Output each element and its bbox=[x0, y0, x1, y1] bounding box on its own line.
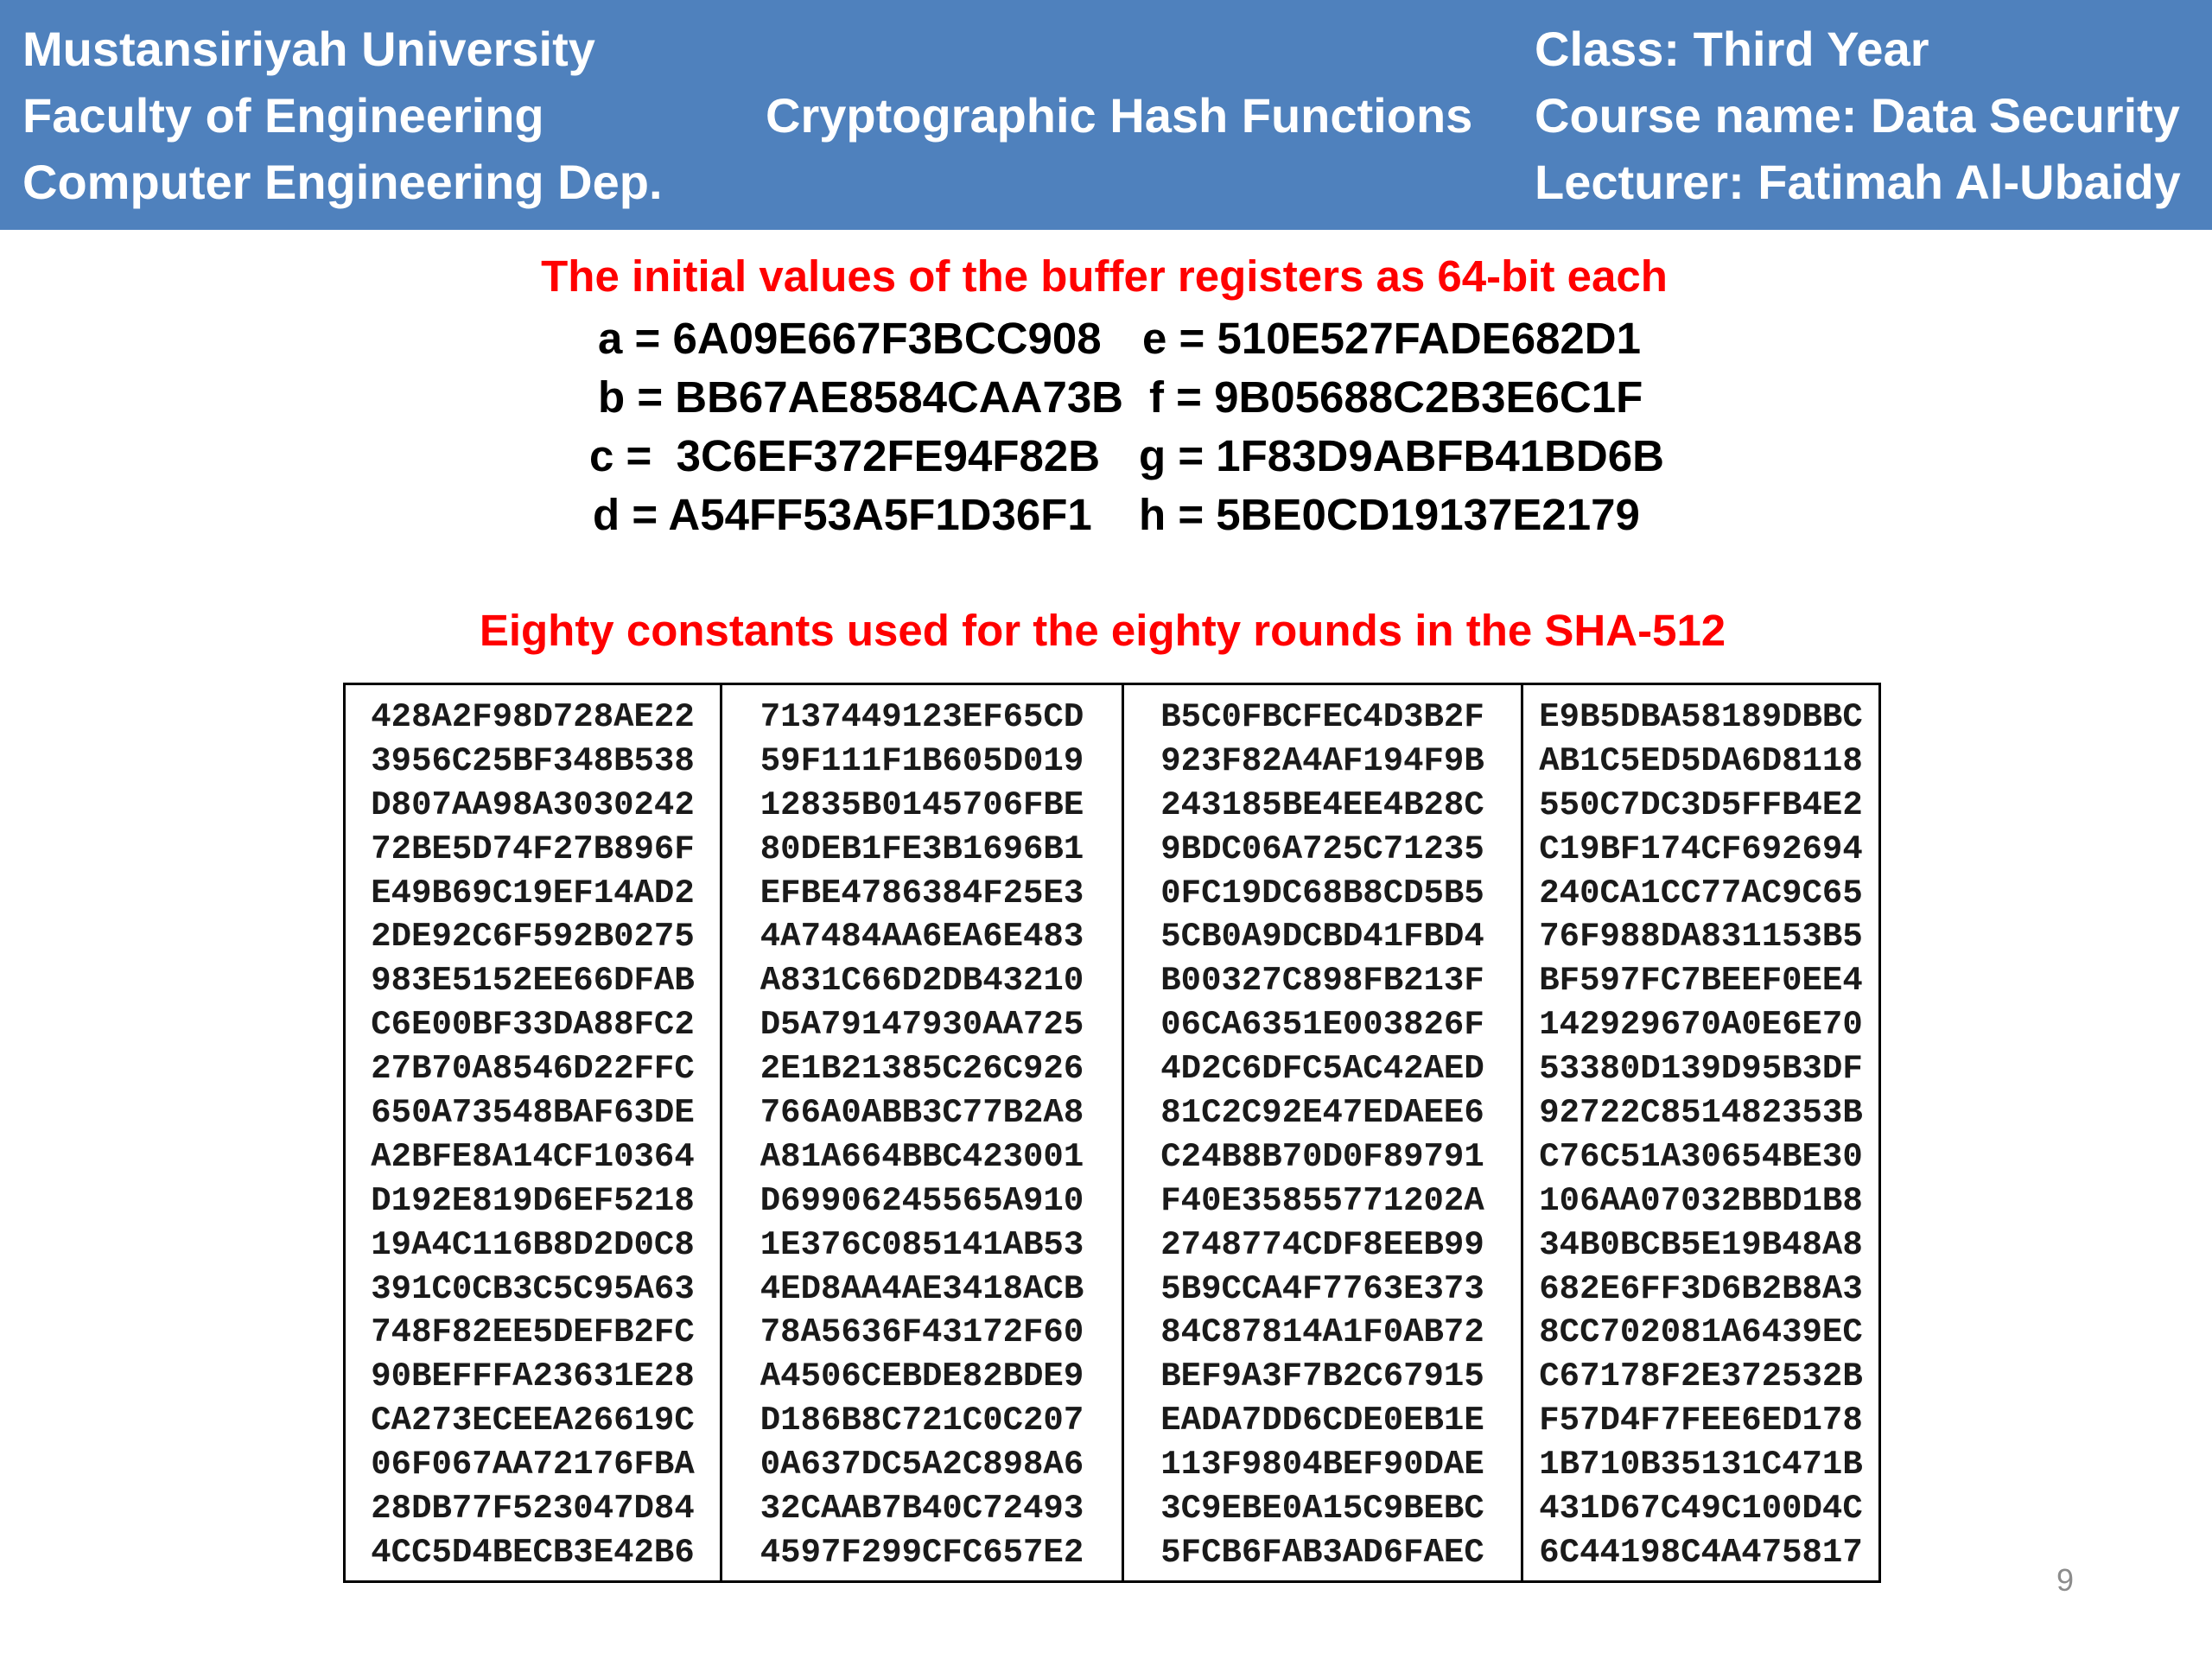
constant-cell: 550C7DC3D5FFB4E2 bbox=[1539, 785, 1863, 824]
constant-cell: C76C51A30654BE30 bbox=[1539, 1137, 1863, 1176]
constant-cell: 34B0BCB5E19B48A8 bbox=[1539, 1225, 1863, 1264]
constant-cell: 5B9CCA4F7763E373 bbox=[1160, 1269, 1484, 1308]
constant-cell: 53380D139D95B3DF bbox=[1539, 1050, 1863, 1089]
university-name: Mustansiriyah University bbox=[22, 22, 595, 76]
register-a: a = 6A09E667F3BCC908 bbox=[598, 314, 1102, 363]
constant-cell: 28DB77F523047D84 bbox=[371, 1490, 695, 1529]
constant-cell: 650A73548BAF63DE bbox=[371, 1094, 695, 1133]
lecture-title: Cryptographic Hash Functions bbox=[766, 88, 1473, 143]
constant-cell: 80DEB1FE3B1696B1 bbox=[760, 830, 1084, 868]
constant-cell: BF597FC7BEEF0EE4 bbox=[1539, 962, 1863, 1001]
constant-cell: 0FC19DC68B8CD5B5 bbox=[1160, 874, 1484, 912]
constants-column-4 bbox=[1523, 685, 1878, 1580]
constant-cell: D192E819D6EF5218 bbox=[371, 1181, 695, 1220]
constant-cell: 27B70A8546D22FFC bbox=[371, 1050, 695, 1089]
constant-cell: F40E35855771202A bbox=[1160, 1181, 1484, 1220]
constant-cell: 923F82A4AF194F9B bbox=[1160, 741, 1484, 780]
constant-cell: 5FCB6FAB3AD6FAEC bbox=[1160, 1533, 1484, 1572]
constant-cell: 142929670A0E6E70 bbox=[1539, 1006, 1863, 1045]
buffer-registers-heading: The initial values of the buffer registers as 64-bit each bbox=[541, 251, 1668, 301]
constant-cell: D5A79147930AA725 bbox=[760, 1006, 1084, 1045]
constant-cell: 4A7484AA6EA6E483 bbox=[760, 918, 1084, 957]
faculty-name: Faculty of Engineering bbox=[22, 88, 544, 143]
constant-cell: 113F9804BEF90DAE bbox=[1160, 1446, 1484, 1484]
constant-cell: 1E376C085141AB53 bbox=[760, 1225, 1084, 1264]
constant-cell: C67178F2E372532B bbox=[1539, 1357, 1863, 1396]
register-b: b = BB67AE8584CAA73B bbox=[598, 372, 1124, 422]
constant-cell: 78A5636F43172F60 bbox=[760, 1313, 1084, 1352]
constant-cell: 90BEFFFA23631E28 bbox=[371, 1357, 695, 1396]
constant-cell: 1B710B35131C471B bbox=[1539, 1446, 1863, 1484]
constant-cell: 6C44198C4A475817 bbox=[1539, 1533, 1863, 1572]
constant-cell: 0A637DC5A2C898A6 bbox=[760, 1446, 1084, 1484]
constant-cell: E9B5DBA58189DBBC bbox=[1539, 698, 1863, 736]
register-c: c = 3C6EF372FE94F82B bbox=[589, 431, 1101, 480]
constant-cell: B5C0FBCFEC4D3B2F bbox=[1160, 698, 1484, 736]
constant-cell: 7137449123EF65CD bbox=[760, 698, 1084, 736]
course-info bbox=[1535, 16, 2181, 215]
constant-cell: 76F988DA831153B5 bbox=[1539, 918, 1863, 957]
constant-cell: 391C0CB3C5C95A63 bbox=[371, 1269, 695, 1308]
constant-cell: B00327C898FB213F bbox=[1160, 962, 1484, 1001]
constant-cell: AB1C5ED5DA6D8118 bbox=[1539, 741, 1863, 780]
constant-cell: 243185BE4EE4B28C bbox=[1160, 785, 1484, 824]
constant-cell: 4D2C6DFC5AC42AED bbox=[1160, 1050, 1484, 1089]
constant-cell: E49B69C19EF14AD2 bbox=[371, 874, 695, 912]
constant-cell: 92722C851482353B bbox=[1539, 1094, 1863, 1133]
constant-cell: EFBE4786384F25E3 bbox=[760, 874, 1084, 912]
constant-cell: BEF9A3F7B2C67915 bbox=[1160, 1357, 1484, 1396]
constant-cell: 3C9EBE0A15C9BEBC bbox=[1160, 1490, 1484, 1529]
register-e: e = 510E527FADE682D1 bbox=[1142, 314, 1641, 363]
constant-cell: F57D4F7FEE6ED178 bbox=[1539, 1402, 1863, 1440]
constant-cell: 2E1B21385C26C926 bbox=[760, 1050, 1084, 1089]
constant-cell: 19A4C116B8D2D0C8 bbox=[371, 1225, 695, 1264]
constant-cell: A81A664BBC423001 bbox=[760, 1137, 1084, 1176]
page-number: 9 bbox=[2056, 1562, 2075, 1598]
constant-cell: 06CA6351E003826F bbox=[1160, 1006, 1484, 1045]
constant-cell: 2DE92C6F592B0275 bbox=[371, 918, 695, 957]
constant-cell: C6E00BF33DA88FC2 bbox=[371, 1006, 695, 1045]
register-h: h = 5BE0CD19137E2179 bbox=[1139, 490, 1640, 539]
constant-cell: C24B8B70D0F89791 bbox=[1160, 1137, 1484, 1176]
constant-cell: 72BE5D74F27B896F bbox=[371, 830, 695, 868]
constant-cell: 5CB0A9DCBD41FBD4 bbox=[1160, 918, 1484, 957]
constant-cell: EADA7DD6CDE0EB1E bbox=[1160, 1402, 1484, 1440]
constants-column-2 bbox=[722, 685, 1124, 1580]
constants-column-3 bbox=[1124, 685, 1523, 1580]
constant-cell: 4ED8AA4AE3418ACB bbox=[760, 1269, 1084, 1308]
constant-cell: 983E5152EE66DFAB bbox=[371, 962, 695, 1001]
constant-cell: A831C66D2DB43210 bbox=[760, 962, 1084, 1001]
constant-cell: D807AA98A3030242 bbox=[371, 785, 695, 824]
register-f: f = 9B05688C2B3E6C1F bbox=[1149, 372, 1643, 422]
lecturer-name: Lecturer: Fatimah Al-Ubaidy bbox=[1535, 155, 2181, 209]
constant-cell: 12835B0145706FBE bbox=[760, 785, 1084, 824]
sha512-constants-table bbox=[343, 683, 1881, 1583]
department-name: Computer Engineering Dep. bbox=[22, 155, 663, 209]
constant-cell: D186B8C721C0C207 bbox=[760, 1402, 1084, 1440]
constant-cell: 8CC702081A6439EC bbox=[1539, 1313, 1863, 1352]
institution-info bbox=[22, 16, 663, 215]
constant-cell: 81C2C92E47EDAEE6 bbox=[1160, 1094, 1484, 1133]
constant-cell: 106AA07032BBD1B8 bbox=[1539, 1181, 1863, 1220]
constant-cell: 32CAAB7B40C72493 bbox=[760, 1490, 1084, 1529]
constants-heading: Eighty constants used for the eighty rounds in the SHA-512 bbox=[479, 606, 1726, 655]
constant-cell: 3956C25BF348B538 bbox=[371, 741, 695, 780]
constant-cell: D69906245565A910 bbox=[760, 1181, 1084, 1220]
constant-cell: CA273ECEEA26619C bbox=[371, 1402, 695, 1440]
constant-cell: A4506CEBDE82BDE9 bbox=[760, 1357, 1084, 1396]
constant-cell: 766A0ABB3C77B2A8 bbox=[760, 1094, 1084, 1133]
register-g: g = 1F83D9ABFB41BD6B bbox=[1139, 431, 1664, 480]
constant-cell: 240CA1CC77AC9C65 bbox=[1539, 874, 1863, 912]
constants-column-1 bbox=[346, 685, 722, 1580]
slide-header bbox=[0, 0, 2212, 230]
constant-cell: 4597F299CFC657E2 bbox=[760, 1533, 1084, 1572]
constant-cell: 682E6FF3D6B2B8A3 bbox=[1539, 1269, 1863, 1308]
constant-cell: A2BFE8A14CF10364 bbox=[371, 1137, 695, 1176]
constant-cell: 4CC5D4BECB3E42B6 bbox=[371, 1533, 695, 1572]
constant-cell: C19BF174CF692694 bbox=[1539, 830, 1863, 868]
class-year: Class: Third Year bbox=[1535, 22, 1929, 76]
constant-cell: 06F067AA72176FBA bbox=[371, 1446, 695, 1484]
constant-cell: 748F82EE5DEFB2FC bbox=[371, 1313, 695, 1352]
constant-cell: 84C87814A1F0AB72 bbox=[1160, 1313, 1484, 1352]
constant-cell: 431D67C49C100D4C bbox=[1539, 1490, 1863, 1529]
constant-cell: 2748774CDF8EEB99 bbox=[1160, 1225, 1484, 1264]
constant-cell: 59F111F1B605D019 bbox=[760, 741, 1084, 780]
constant-cell: 428A2F98D728AE22 bbox=[371, 698, 695, 736]
register-d: d = A54FF53A5F1D36F1 bbox=[593, 490, 1092, 539]
constant-cell: 9BDC06A725C71235 bbox=[1160, 830, 1484, 868]
course-name: Course name: Data Security bbox=[1535, 88, 2180, 143]
